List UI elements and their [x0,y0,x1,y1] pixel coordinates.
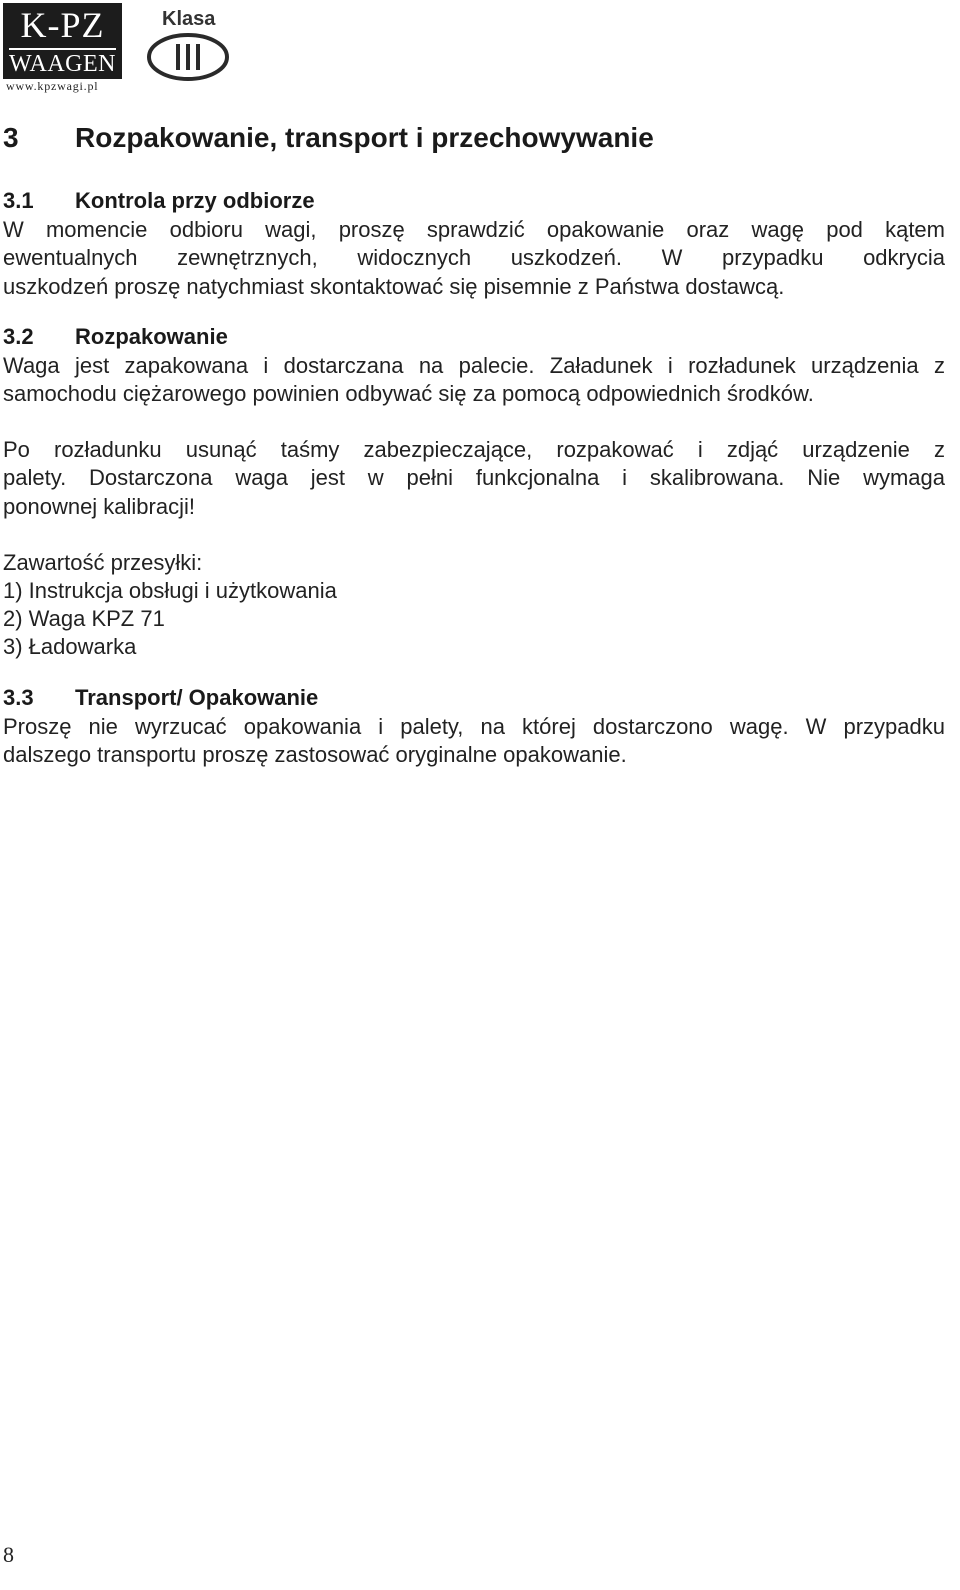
text-line: W momencie odbioru wagi, proszę sprawdzić opakowanie oraz wagę pod kątem [3,217,945,242]
section-title: Rozpakowanie, transport i przechowywanie [75,122,654,153]
logo-divider [9,48,116,50]
page-header [0,0,260,100]
list-item: 3) Ładowarka [3,634,137,659]
text-line: ponownej kalibracji! [3,493,195,519]
logo-url: www.kpzwagi.pl [6,79,99,93]
subsection-heading-3-2 [3,323,228,351]
subsection-title: Rozpakowanie [75,324,228,349]
list-item: 1) Instrukcja obsługi i użytkowania [3,578,337,603]
text-line: palety. Dostarczona waga jest w pełni funkcjonalna i skalibrowana. Nie wymaga [3,465,945,491]
subsection-heading-3-3 [3,684,318,712]
text-line: uszkodzeń proszę natychmiast skontaktować się pisemnie z Państwa dostawcą. [3,273,785,299]
subsection-title: Transport/ Opakowanie [75,685,319,710]
paragraph-inspection [3,216,945,301]
subsection-title: Kontrola przy odbiorze [75,188,315,213]
text-line: Proszę nie wyrzucać opakowania i palety, na której dostarczono wagę. W przypadku [3,714,945,739]
contents-label: Zawartość przesyłki: [3,550,203,575]
logo-line1: K-PZ [20,5,105,45]
section-heading [3,121,654,155]
text-line: Waga jest zapakowana i dostarczana na palecie. Załadunek i rozładunek urządzenia z [3,353,945,378]
text-line: Po rozładunku usunąć taśmy zabezpieczające, rozpakować i zdjąć urządzenie z [3,437,945,462]
subsection-heading-3-1 [3,187,315,215]
subsection-number: 3.1 [3,188,34,213]
page-number: 8 [3,1542,14,1567]
paragraph-unpacking-2 [3,436,945,521]
subsection-number: 3.2 [3,324,34,349]
paragraph-transport [3,713,945,770]
paragraph-unpacking-1 [3,352,945,409]
list-item: 2) Waga KPZ 71 [3,606,165,631]
class-label: Klasa [162,8,216,30]
subsection-number: 3.3 [3,685,34,710]
text-line: dalszego transportu proszę zastosować oryginalne opakowanie. [3,742,627,768]
logo-line2: WAAGEN [9,51,116,77]
text-line: samochodu ciężarowego powinien odbywać się za pomocą odpowiednich środków. [3,381,814,407]
text-line: ewentualnych zewnętrznych, widocznych uszkodzeń. W przypadku odkrycia [3,245,945,271]
accuracy-class-iii-icon [146,32,230,82]
kpz-waagen-logo [3,3,122,79]
section-number: 3 [3,122,19,153]
